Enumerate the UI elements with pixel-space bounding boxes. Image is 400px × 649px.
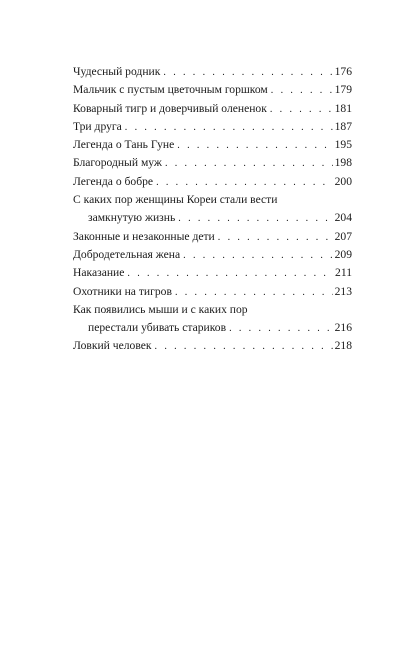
toc-entry <box>73 264 352 282</box>
toc-entry <box>73 191 352 228</box>
dot-leader <box>270 101 333 119</box>
toc-page-number: 198 <box>334 156 352 170</box>
dot-leader <box>127 265 333 283</box>
toc-entry <box>73 283 352 301</box>
toc-entry <box>73 136 352 154</box>
toc-entry-title: Благородный муж <box>73 156 162 170</box>
toc-page-number: 207 <box>334 229 352 243</box>
toc-line-continuation <box>73 319 352 337</box>
toc-line <box>73 173 352 191</box>
toc-entry-title: Мальчик с пустым цветочным горшком <box>73 83 268 97</box>
toc-line <box>73 154 352 172</box>
toc-entry <box>73 246 352 264</box>
toc-entry-title: Как появились мыши и с каких пор <box>73 302 248 316</box>
toc-entry-title: Три друга <box>73 119 122 133</box>
toc-page-number: 195 <box>334 138 352 152</box>
toc-line-continuation <box>73 209 352 227</box>
toc-line <box>73 136 352 154</box>
toc-page-number: 216 <box>334 321 352 335</box>
toc-line <box>73 63 352 81</box>
toc-page-number: 204 <box>334 211 352 225</box>
toc-line <box>73 228 352 246</box>
toc-line <box>73 81 352 99</box>
dot-leader <box>218 229 333 247</box>
dot-leader <box>163 64 332 82</box>
toc-entry <box>73 228 352 246</box>
toc-entry-title: С каких пор женщины Кореи стали вести <box>73 193 278 207</box>
dot-leader <box>177 137 332 155</box>
dot-leader <box>178 210 332 228</box>
toc-entry-title: Наказание <box>73 266 125 280</box>
toc-entry-title: Ловкий человек <box>73 339 152 353</box>
toc-page-number: 181 <box>334 101 352 115</box>
dot-leader <box>156 174 333 192</box>
dot-leader <box>229 320 333 338</box>
toc-entry-title-continuation: перестали убивать стариков <box>88 321 227 335</box>
toc-line <box>73 283 352 301</box>
toc-page-number: 176 <box>334 65 352 78</box>
toc-entry-title: Законные и незаконные дети <box>73 229 215 243</box>
toc-page-number: 209 <box>334 247 352 261</box>
toc-entry <box>73 337 352 355</box>
toc-entry-title: Добродетельная жена <box>73 247 181 261</box>
toc-entry-title-continuation: замкнутую жизнь <box>88 211 176 225</box>
toc-line <box>73 100 352 118</box>
toc-entry <box>73 301 352 338</box>
dot-leader <box>271 82 333 100</box>
toc-entry <box>73 118 352 136</box>
toc-page-number: 211 <box>335 266 352 280</box>
dot-leader <box>155 338 333 356</box>
toc-page-number: 200 <box>334 174 352 188</box>
toc-page-number: 218 <box>334 339 352 353</box>
dot-leader <box>125 119 333 137</box>
toc-line <box>73 301 352 319</box>
dot-leader <box>175 284 333 302</box>
toc-entry-title: Легенда о бобре <box>73 174 154 188</box>
toc-entry-title: Легенда о Тань Гуне <box>73 138 175 152</box>
toc-line <box>73 118 352 136</box>
toc-entry <box>73 63 352 81</box>
toc-page-number: 187 <box>334 119 352 133</box>
table-of-contents <box>73 63 352 356</box>
toc-entry <box>73 154 352 172</box>
toc-line <box>73 337 352 355</box>
toc-line <box>73 246 352 264</box>
toc-entry <box>73 81 352 99</box>
toc-line <box>73 191 352 209</box>
toc-entry <box>73 100 352 118</box>
toc-entry-title: Коварный тигр и доверчивый олененок <box>73 101 267 115</box>
toc-entry-title: Чудесный родник <box>73 65 161 78</box>
toc-entry <box>73 173 352 191</box>
dot-leader <box>183 247 332 265</box>
toc-page-number: 213 <box>334 284 352 298</box>
toc-line <box>73 264 352 282</box>
dot-leader <box>165 155 333 173</box>
toc-page-number: 179 <box>334 83 352 97</box>
toc-entry-title: Охотники на тигров <box>73 284 172 298</box>
